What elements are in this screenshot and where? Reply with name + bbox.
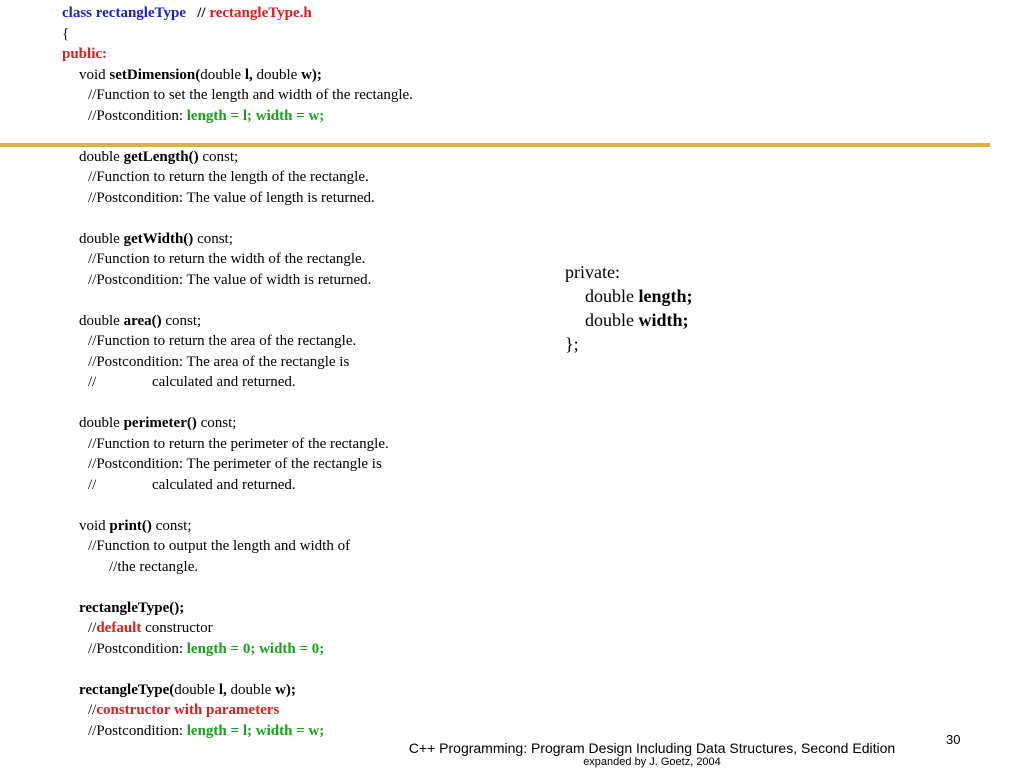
perimeter-comment: //Function to return the perimeter of the rectangle.: [88, 435, 389, 452]
set-dimension-param-l: l,: [244, 66, 253, 83]
blank-line: [62, 659, 413, 680]
default-constructor-postcondition: [62, 639, 413, 660]
get-length-const: const;: [198, 148, 239, 165]
field-name-length: length;: [638, 286, 693, 306]
param-constructor-postcondition: [62, 721, 413, 742]
get-length-return-type: double: [79, 148, 124, 165]
param-constructor-name: rectangleType(: [79, 681, 175, 698]
blank-line: [62, 495, 413, 516]
set-dimension-postcondition: [62, 106, 413, 127]
param-constructor-keyword: constructor with parameters: [96, 702, 280, 718]
area-name: area(): [123, 312, 162, 329]
file-name: rectangleType.h: [209, 5, 312, 21]
print-return-type: void: [79, 517, 110, 534]
postcondition-prefix: //Postcondition:: [88, 640, 187, 657]
param-constructor-signature: [62, 680, 413, 701]
public-label: public:: [62, 46, 108, 62]
private-section: [565, 260, 693, 356]
postcondition-value: length = l; width = w;: [186, 107, 325, 124]
private-label: private:: [565, 262, 620, 282]
postcondition-value: length = 0; width = 0;: [186, 640, 325, 657]
param-constructor-param-type-2: double: [226, 681, 276, 698]
area-signature: [62, 311, 413, 332]
area-postcondition: //Postcondition: The area of the rectangle is: [88, 353, 350, 370]
area-postcondition-text: calculated and returned.: [152, 374, 296, 390]
default-constructor-comment-text: constructor: [141, 620, 213, 636]
param-constructor-comment: [62, 700, 413, 721]
comment-marker: //: [88, 476, 97, 493]
perimeter-return-type: double: [79, 415, 124, 431]
area-postcondition-cont: [62, 372, 413, 393]
comment-marker: //: [88, 702, 97, 718]
default-constructor-name: rectangleType();: [79, 599, 185, 616]
blank-line: [62, 208, 413, 229]
comment-marker: //: [88, 374, 97, 390]
open-brace: {: [62, 25, 70, 42]
postcondition-prefix: //Postcondition:: [88, 107, 187, 124]
get-length-postcondition: //Postcondition: The value of length is returned.: [88, 189, 375, 206]
set-dimension-param-w: w);: [301, 66, 322, 83]
comment-marker: //: [88, 620, 97, 636]
get-width-signature: [62, 229, 413, 250]
public-label-line: [62, 44, 413, 65]
perimeter-postcondition-text: calculated and returned.: [152, 476, 296, 493]
print-signature: [62, 516, 413, 537]
param-constructor-param-type-1: double: [174, 681, 219, 698]
get-width-const: const;: [193, 230, 233, 247]
default-keyword: default: [96, 620, 142, 636]
set-dimension-signature: [62, 65, 413, 86]
class-declaration-code: [62, 3, 413, 741]
perimeter-const: const;: [196, 415, 237, 431]
set-dimension-return-type: void: [79, 66, 110, 83]
print-comment-cont: //the rectangle.: [109, 558, 199, 575]
area-comment: //Function to return the area of the rectangle.: [88, 333, 357, 349]
perimeter-postcondition: //Postcondition: The perimeter of the rectangle is: [88, 456, 382, 472]
field-name-width: width;: [638, 310, 689, 330]
set-dimension-param-type-2: double: [252, 66, 302, 83]
param-constructor-param-w: w);: [275, 681, 296, 698]
get-width-postcondition: //Postcondition: The value of width is returned.: [88, 271, 372, 288]
field-type: double: [585, 310, 639, 330]
get-width-return-type: double: [79, 230, 124, 247]
area-const: const;: [161, 312, 202, 329]
footer-title: C++ Programming: Program Design Including Data Structures, Second Edition: [408, 740, 896, 756]
perimeter-signature: [62, 413, 413, 434]
private-field-length: [565, 284, 693, 308]
area-return-type: double: [79, 312, 124, 329]
print-const: const;: [151, 517, 192, 534]
private-field-width: [565, 308, 693, 332]
class-header-line: [62, 3, 413, 24]
blank-line: [62, 126, 413, 147]
class-close-brace: };: [565, 334, 579, 354]
set-dimension-param-type-1: double: [200, 66, 245, 83]
class-declaration: class rectangleType: [62, 5, 187, 21]
set-dimension-comment: //Function to set the length and width of the rectangle.: [88, 87, 413, 103]
set-dimension-name: setDimension(: [109, 66, 201, 83]
default-constructor-comment: [62, 618, 413, 639]
get-length-comment: //Function to return the length of the rectangle.: [88, 169, 369, 185]
print-comment: //Function to output the length and width of: [88, 538, 351, 554]
blank-line: [62, 577, 413, 598]
perimeter-postcondition-cont: [62, 475, 413, 496]
file-comment-marker: //: [197, 5, 206, 21]
page-number: 30: [946, 732, 961, 747]
blank-line: [62, 290, 413, 311]
param-constructor-param-l: l,: [218, 681, 227, 698]
postcondition-value: length = l; width = w;: [186, 722, 325, 739]
default-constructor-signature: [62, 598, 413, 619]
blank-line: [62, 393, 413, 414]
perimeter-name: perimeter(): [123, 415, 197, 431]
get-width-name: getWidth(): [123, 230, 194, 247]
get-length-name: getLength(): [123, 148, 199, 165]
postcondition-prefix: //Postcondition:: [88, 722, 187, 739]
get-width-comment: //Function to return the width of the rectangle.: [88, 251, 366, 267]
field-type: double: [585, 286, 639, 306]
get-length-signature: [62, 147, 413, 168]
print-name: print(): [109, 517, 152, 534]
footer-subtitle: expanded by J. Goetz, 2004: [583, 756, 721, 768]
